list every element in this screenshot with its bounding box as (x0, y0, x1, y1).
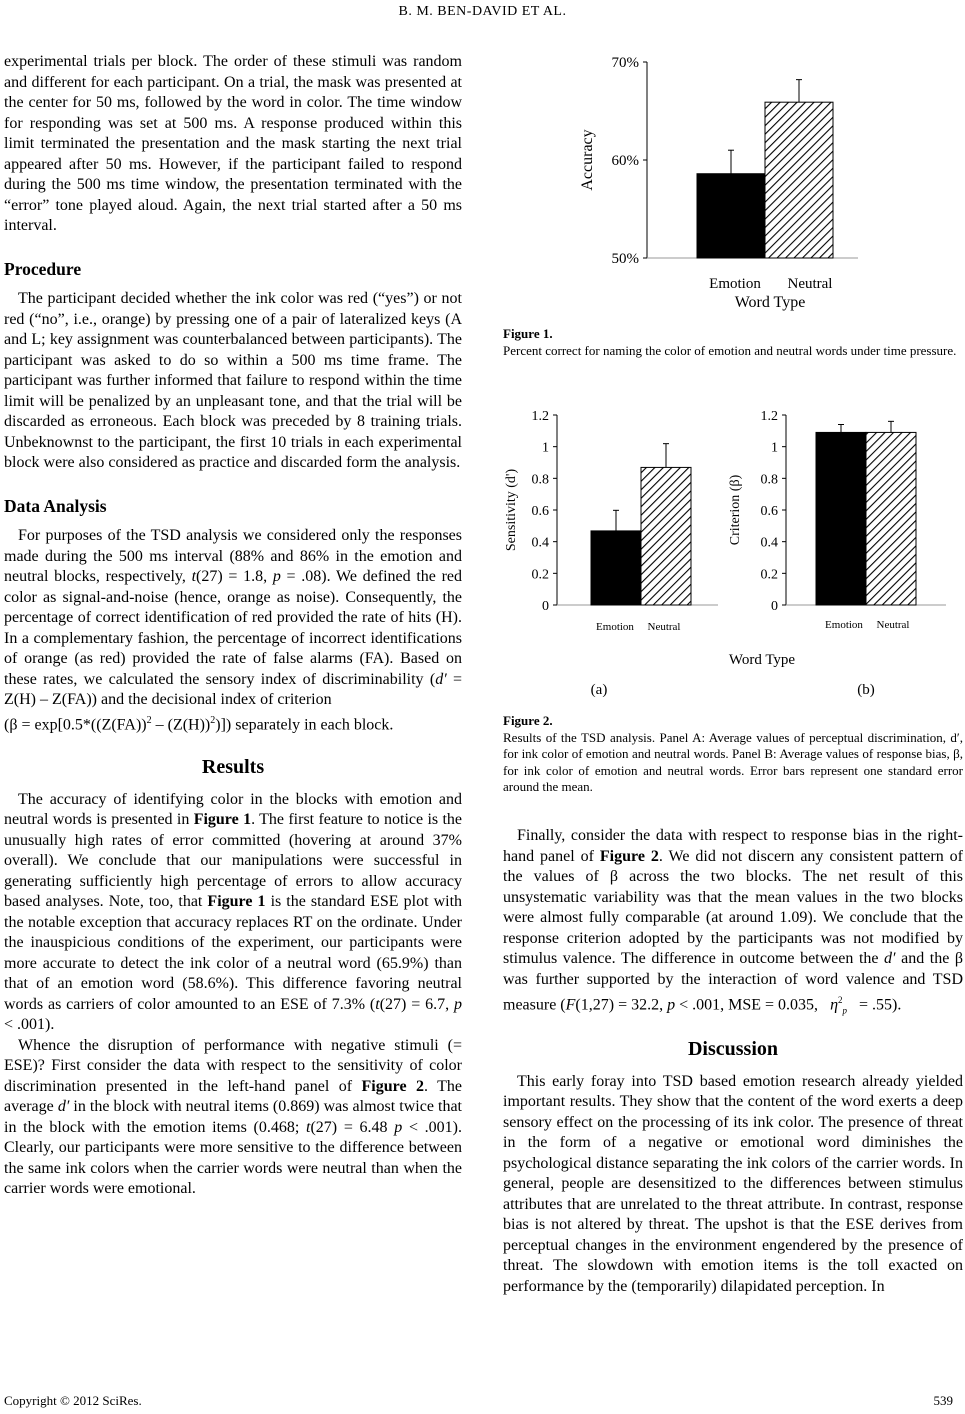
category-label: Emotion (825, 619, 863, 631)
heading-data-analysis: Data Analysis (4, 495, 107, 516)
category-label: Neutral (647, 621, 681, 633)
y-tick-label: 0 (542, 599, 549, 614)
y-tick-label: 0.6 (531, 504, 549, 519)
right-column-text (503, 826, 963, 1297)
category-label: Emotion (596, 621, 634, 633)
figure-1-chart (560, 50, 900, 315)
footer-page-number: 539 (933, 1393, 953, 1408)
y-tick-label: 0.4 (531, 535, 549, 551)
category-label: Neutral (787, 276, 833, 292)
y-tick-label: 0.6 (760, 504, 778, 519)
y-axis-label: Accuracy (579, 129, 596, 191)
heading-discussion: Discussion (687, 1038, 779, 1061)
bar-neutral (765, 102, 833, 258)
figure-1-caption: Figure 1. Percent correct for naming the color of emotion and neutral words under time pressure. (503, 326, 957, 358)
bar-neutral (866, 432, 916, 605)
paragraph-trials: experimental trials per block. The order of these stimuli was random and different for each participant. On a trial, the mask was presented at the center for 50 ms, followed by the word in color. The time window for responding was set at 500 ms. A response produced within this limit terminated the presentation and the mask starting the next trial appeared after 50 ms. However, if the participant failed to respond during the 500 ms time window, the presentation terminated with the “error” tone played aloud. Again, the next trial started after a 50 ms interval. (4, 53, 462, 234)
y-tick-label: 60% (611, 153, 639, 169)
panel-a-label: (a) (590, 682, 608, 698)
y-tick-label: 0.8 (531, 472, 549, 488)
paragraph-results-1: The accuracy of identifying color in the blocks with emotion and neutral words is presented in Figure 1. The first feature to notice is the unusually high rates of error committed (hovering at around 37% overall). We conclude that our manipulations were successful in generating sufficiently high percentage of errors to allow accuracy based analyses. Note, too, that Figure 1 is the standard ESE plot with the notable exception that accuracy replaces RT on the ordinate. Under the inauspicious conditions of the experiment, our participants were more accurate to detect the ink color of a neutral word (65.9%) than that of an emotion word (58.6%). This difference favoring neutral words as carriers of color amounted to an ESE of 7.3% (t(27) = 6.7, p < .001). (4, 790, 463, 1034)
bar-emotion (591, 531, 641, 605)
category-label: Neutral (876, 619, 910, 631)
paragraph-data-analysis: For purposes of the TSD analysis we considered only the responses made during the 500 ms interval (88% and 86% in the emotion and neutral blocks, respectively, t(27) = 1.8, p = .08). We defined the red color as signal-and-noise (hence, orange as noise). Consequently, the percentage of correct identification of red provided the rate of hits (H). In a complementary fashion, the percentage of incorrect identifications of orange (as red) provided the rate of false alarms (FA). Based on these rates, we calculated the sensory index of discriminability (d′ = Z(H) – Z(FA)) and the decisional index of criterion (4, 527, 463, 708)
y-tick-label: 50% (611, 251, 639, 267)
y-tick-label: 0.2 (531, 567, 549, 583)
y-tick-label: 0.4 (760, 535, 778, 551)
paragraph-procedure: The participant decided whether the ink color was red (“yes”) or not red (“no”, i.e., orange) by pressing one of a pair of lateralized keys (A and L; key assignment was counterbalanced between participants). The participant was asked to do so within a 500 ms time frame. The participant was further informed that failure to respond within the time limit will be penalized by an unpleasant tone, and that the trial will be discarded as erroneous. Each block was preceded by 8 training trials. Unbeknownst to the participant, the first 10 trials in each experimental block were also considered as practice and discarded form the analysis. (4, 290, 462, 471)
y-tick-label: 1 (771, 440, 778, 456)
formula-beta: $(\beta = \exp[0.5*((Z(FA))^2 - (Z(H))^2)])$ separately in each block. (4, 714, 394, 733)
running-header: B. M. BEN-DAVID ET AL. (398, 4, 567, 19)
y-tick-label: 1.2 (531, 409, 549, 424)
heading-procedure: Procedure (4, 258, 82, 279)
figure-2-caption: Figure 2. Results of the TSD analysis. Panel A: Average values of perceptual discrimination, d′, for ink color of emotion and neutral words. Panel B: Average values of response bias, β, for ink color of emotion and neutral words. Error bars represent one standard error around the mean. (503, 713, 963, 794)
figure-2-chart (503, 398, 963, 703)
left-column (4, 52, 462, 1200)
panel-b-label: (b) (857, 682, 875, 698)
footer-copyright: Copyright © 2012 SciRes. (4, 1393, 142, 1408)
paragraph-response-bias: Finally, consider the data with respect to response bias in the right-hand panel of Figure 2. We did not discern any consistent pattern of the values of β across the two blocks. The net result of this unsystematic variability was that the mean values in the two blocks were almost fully comparable (at around 1.09). We conclude that the response criterion adopted by the participants was not modified by stimulus valence. The difference in outcome between the d′ and the β was further supported by the interaction of word valence and TSD measure (F(1,27) = 32.2, p < .001, MSE = 0.035, $\eta^2_p = .55$). (503, 827, 964, 1016)
paragraph-results-2: Whence the disruption of performance with negative stimuli (= ESE)? First consider the data with respect to the sensitivity of color discrimination presented in the left-hand panel of Figure 2. The average d′ in the block with neutral items (0.869) was almost twice that in the block with the emotion items (0.468; t(27) = 6.48 p < .001). Clearly, our participants were more sensitive to the difference between the same ink colors when the carrier words were neutral than when the carrier words were emotional. (4, 1036, 463, 1198)
category-label: Emotion (709, 276, 761, 292)
bar-neutral (641, 467, 691, 605)
y-tick-label: 1.2 (760, 409, 778, 424)
y-axis-label: Criterion (β) (728, 474, 743, 546)
bar-emotion (697, 174, 765, 258)
y-tick-label: 0.8 (760, 472, 778, 488)
x-axis-label: Word Type (734, 294, 806, 311)
y-tick-label: 1 (542, 440, 549, 456)
x-axis-label: Word Type (728, 652, 796, 668)
y-tick-label: 70% (611, 55, 639, 71)
y-axis-label: Sensitivity (d') (504, 468, 519, 552)
heading-results: Results (201, 756, 265, 779)
y-tick-label: 0.2 (760, 567, 778, 583)
bar-emotion (816, 432, 866, 605)
paragraph-discussion: This early foray into TSD based emotion research already yielded important results. They show that the content of the word exerts a deep sensory effect on the processing of its ink color. The presence of threat in the form of a negative or emotional word diminishes the psychological distance separating the ink colors of the carrier words. In general, people are desensitized to the differences between stimulus attributes that are unrelated to the threat attribute. In contrast, response bias is not altered by threat. The upshot is that the ESE derives from perceptual changes in the environment engendered by the presence of threat. The slowdown with emotion items is the toll exacted on performance by the (temporarily) dilapidated perception. In (503, 1072, 963, 1295)
y-tick-label: 0 (771, 599, 778, 614)
